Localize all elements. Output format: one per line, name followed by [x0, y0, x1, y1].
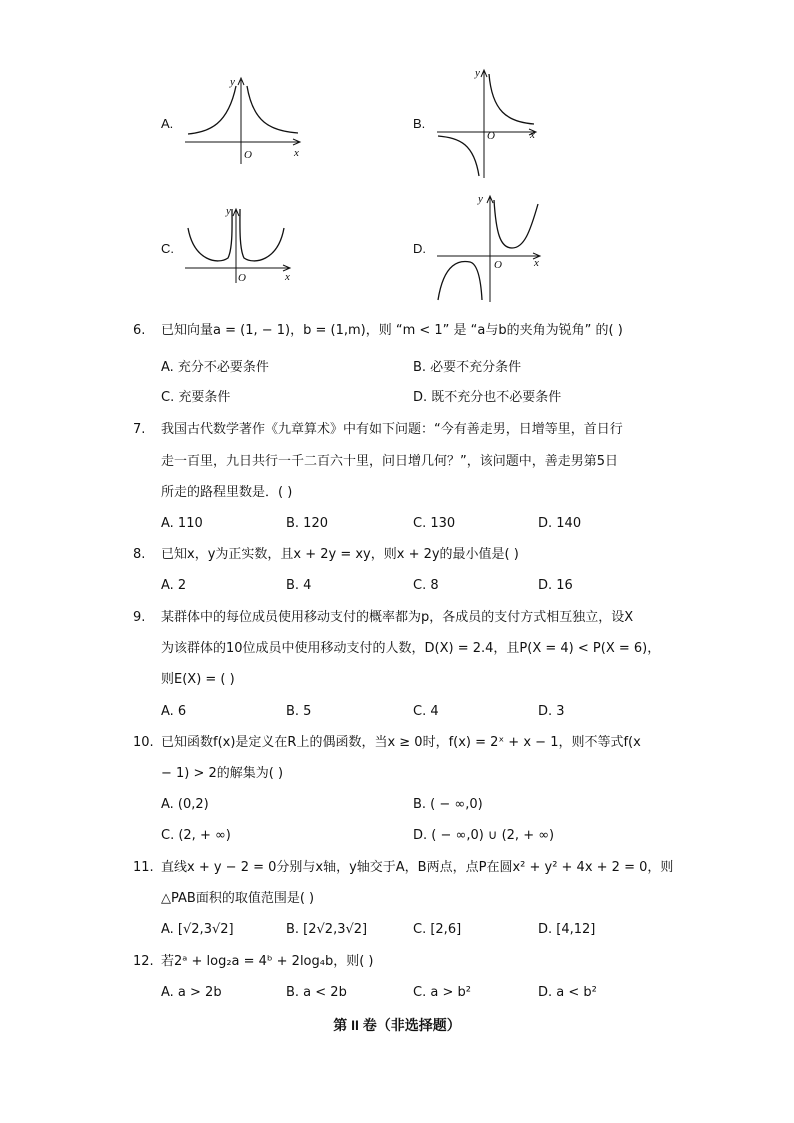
graph-c-origin-label: O — [238, 272, 246, 284]
q8-option-a: A. 2 — [161, 578, 187, 593]
q9-number: 9. — [133, 610, 146, 625]
graph-c-y-label: y — [226, 205, 231, 217]
q11-number: 11. — [133, 860, 154, 875]
q7-option-b: B. 120 — [286, 516, 328, 531]
section-title: 第 II 卷（非选择题） — [333, 1017, 461, 1033]
graph-a-label: A. — [161, 116, 174, 131]
graph-b-origin-label: O — [487, 130, 495, 142]
q6-stem: 已知向量a = (1, − 1)，b = (1,m)，则 “m < 1” 是 “a与b的夹角为锐角” 的( ) — [161, 323, 623, 338]
q11-stem-line2: △PAB面积的取值范围是( ) — [161, 891, 315, 906]
graph-d-y-label: y — [478, 193, 483, 205]
graph-d — [432, 192, 547, 304]
graph-b-x-label: x — [530, 129, 535, 141]
q6-number: 6. — [133, 323, 146, 338]
graph-b-label: B. — [413, 116, 426, 131]
q7-stem-line1: 我国古代数学著作《九章算术》中有如下问题：“今有善走男，日增等里，首日行 — [161, 422, 623, 437]
graph-d-label: D. — [413, 241, 426, 256]
q9-stem-line2: 为该群体的10位成员中使用移动支付的人数，D(X) = 2.4，且P(X = 4) < P(X = 6)， — [161, 641, 661, 656]
q11-option-b: B. [2√2,3√2] — [286, 922, 368, 937]
q11-option-c: C. [2,6] — [413, 922, 462, 937]
q8-number: 8. — [133, 547, 146, 562]
q8-option-c: C. 8 — [413, 578, 439, 593]
graph-d-origin-label: O — [494, 259, 502, 271]
q7-option-c: C. 130 — [413, 516, 456, 531]
graph-b — [432, 66, 542, 181]
q10-number: 10. — [133, 735, 154, 750]
q12-option-c: C. a > b² — [413, 985, 471, 1000]
q8-option-b: B. 4 — [286, 578, 312, 593]
q10-option-a: A. (0,2) — [161, 797, 209, 812]
q11-option-d: D. [4,12] — [538, 922, 596, 937]
q10-option-b: B. ( − ∞,0) — [413, 797, 483, 812]
q12-number: 12. — [133, 954, 154, 969]
q11-option-a: A. [√2,3√2] — [161, 922, 234, 937]
graph-b-y-label: y — [475, 67, 480, 79]
q9-option-d: D. 3 — [538, 704, 565, 719]
q6-option-a: A. 充分不必要条件 — [161, 360, 269, 375]
q7-stem-line2: 走一百里，九日共行一千二百六十里，问日增几何？”，该问题中，善走男第5日 — [161, 454, 619, 469]
q7-option-d: D. 140 — [538, 516, 582, 531]
q9-stem-line3: 则E(X) = ( ) — [161, 672, 235, 687]
q8-stem: 已知x，y为正实数，且x + 2y = xy，则x + 2y的最小值是( ) — [161, 547, 519, 562]
q10-stem-line1: 已知函数f(x)是定义在R上的偶函数，当x ≥ 0时，f(x) = 2ˣ + x − 1，则不等式f(x — [161, 735, 641, 750]
q11-stem-line1: 直线x + y − 2 = 0分别与x轴，y轴交于A，B两点，点P在圆x² + y² + 4x + 2 = 0，则 — [161, 860, 674, 875]
q9-option-a: A. 6 — [161, 704, 187, 719]
q10-option-c: C. (2, + ∞) — [161, 828, 231, 843]
q12-option-a: A. a > 2b — [161, 985, 222, 1000]
q9-option-b: B. 5 — [286, 704, 312, 719]
q6-option-d: D. 既不充分也不必要条件 — [413, 390, 562, 405]
graph-a-y-label: y — [230, 76, 235, 88]
graph-c — [180, 203, 295, 285]
graph-d-x-label: x — [534, 257, 539, 269]
q9-stem-line1: 某群体中的每位成员使用移动支付的概率都为p，各成员的支付方式相互独立，设X — [161, 610, 634, 625]
q6-option-b: B. 必要不充分条件 — [413, 360, 522, 375]
q10-option-d: D. ( − ∞,0) ∪ (2, + ∞) — [413, 828, 555, 843]
q12-option-d: D. a < b² — [538, 985, 597, 1000]
q10-stem-line2: − 1) > 2的解集为( ) — [161, 766, 284, 781]
graph-a — [180, 72, 305, 167]
q7-number: 7. — [133, 422, 146, 437]
graph-a-x-label: x — [294, 147, 299, 159]
q12-stem: 若2ᵃ + log₂a = 4ᵇ + 2log₄b，则( ) — [161, 954, 374, 969]
graph-a-origin-label: O — [244, 149, 252, 161]
q7-option-a: A. 110 — [161, 516, 203, 531]
q9-option-c: C. 4 — [413, 704, 439, 719]
graph-c-label: C. — [161, 241, 174, 256]
graph-c-x-label: x — [285, 271, 290, 283]
q12-option-b: B. a < 2b — [286, 985, 347, 1000]
q8-option-d: D. 16 — [538, 578, 573, 593]
q7-stem-line3: 所走的路程里数是．( ) — [161, 485, 293, 500]
q6-option-c: C. 充要条件 — [161, 390, 231, 405]
